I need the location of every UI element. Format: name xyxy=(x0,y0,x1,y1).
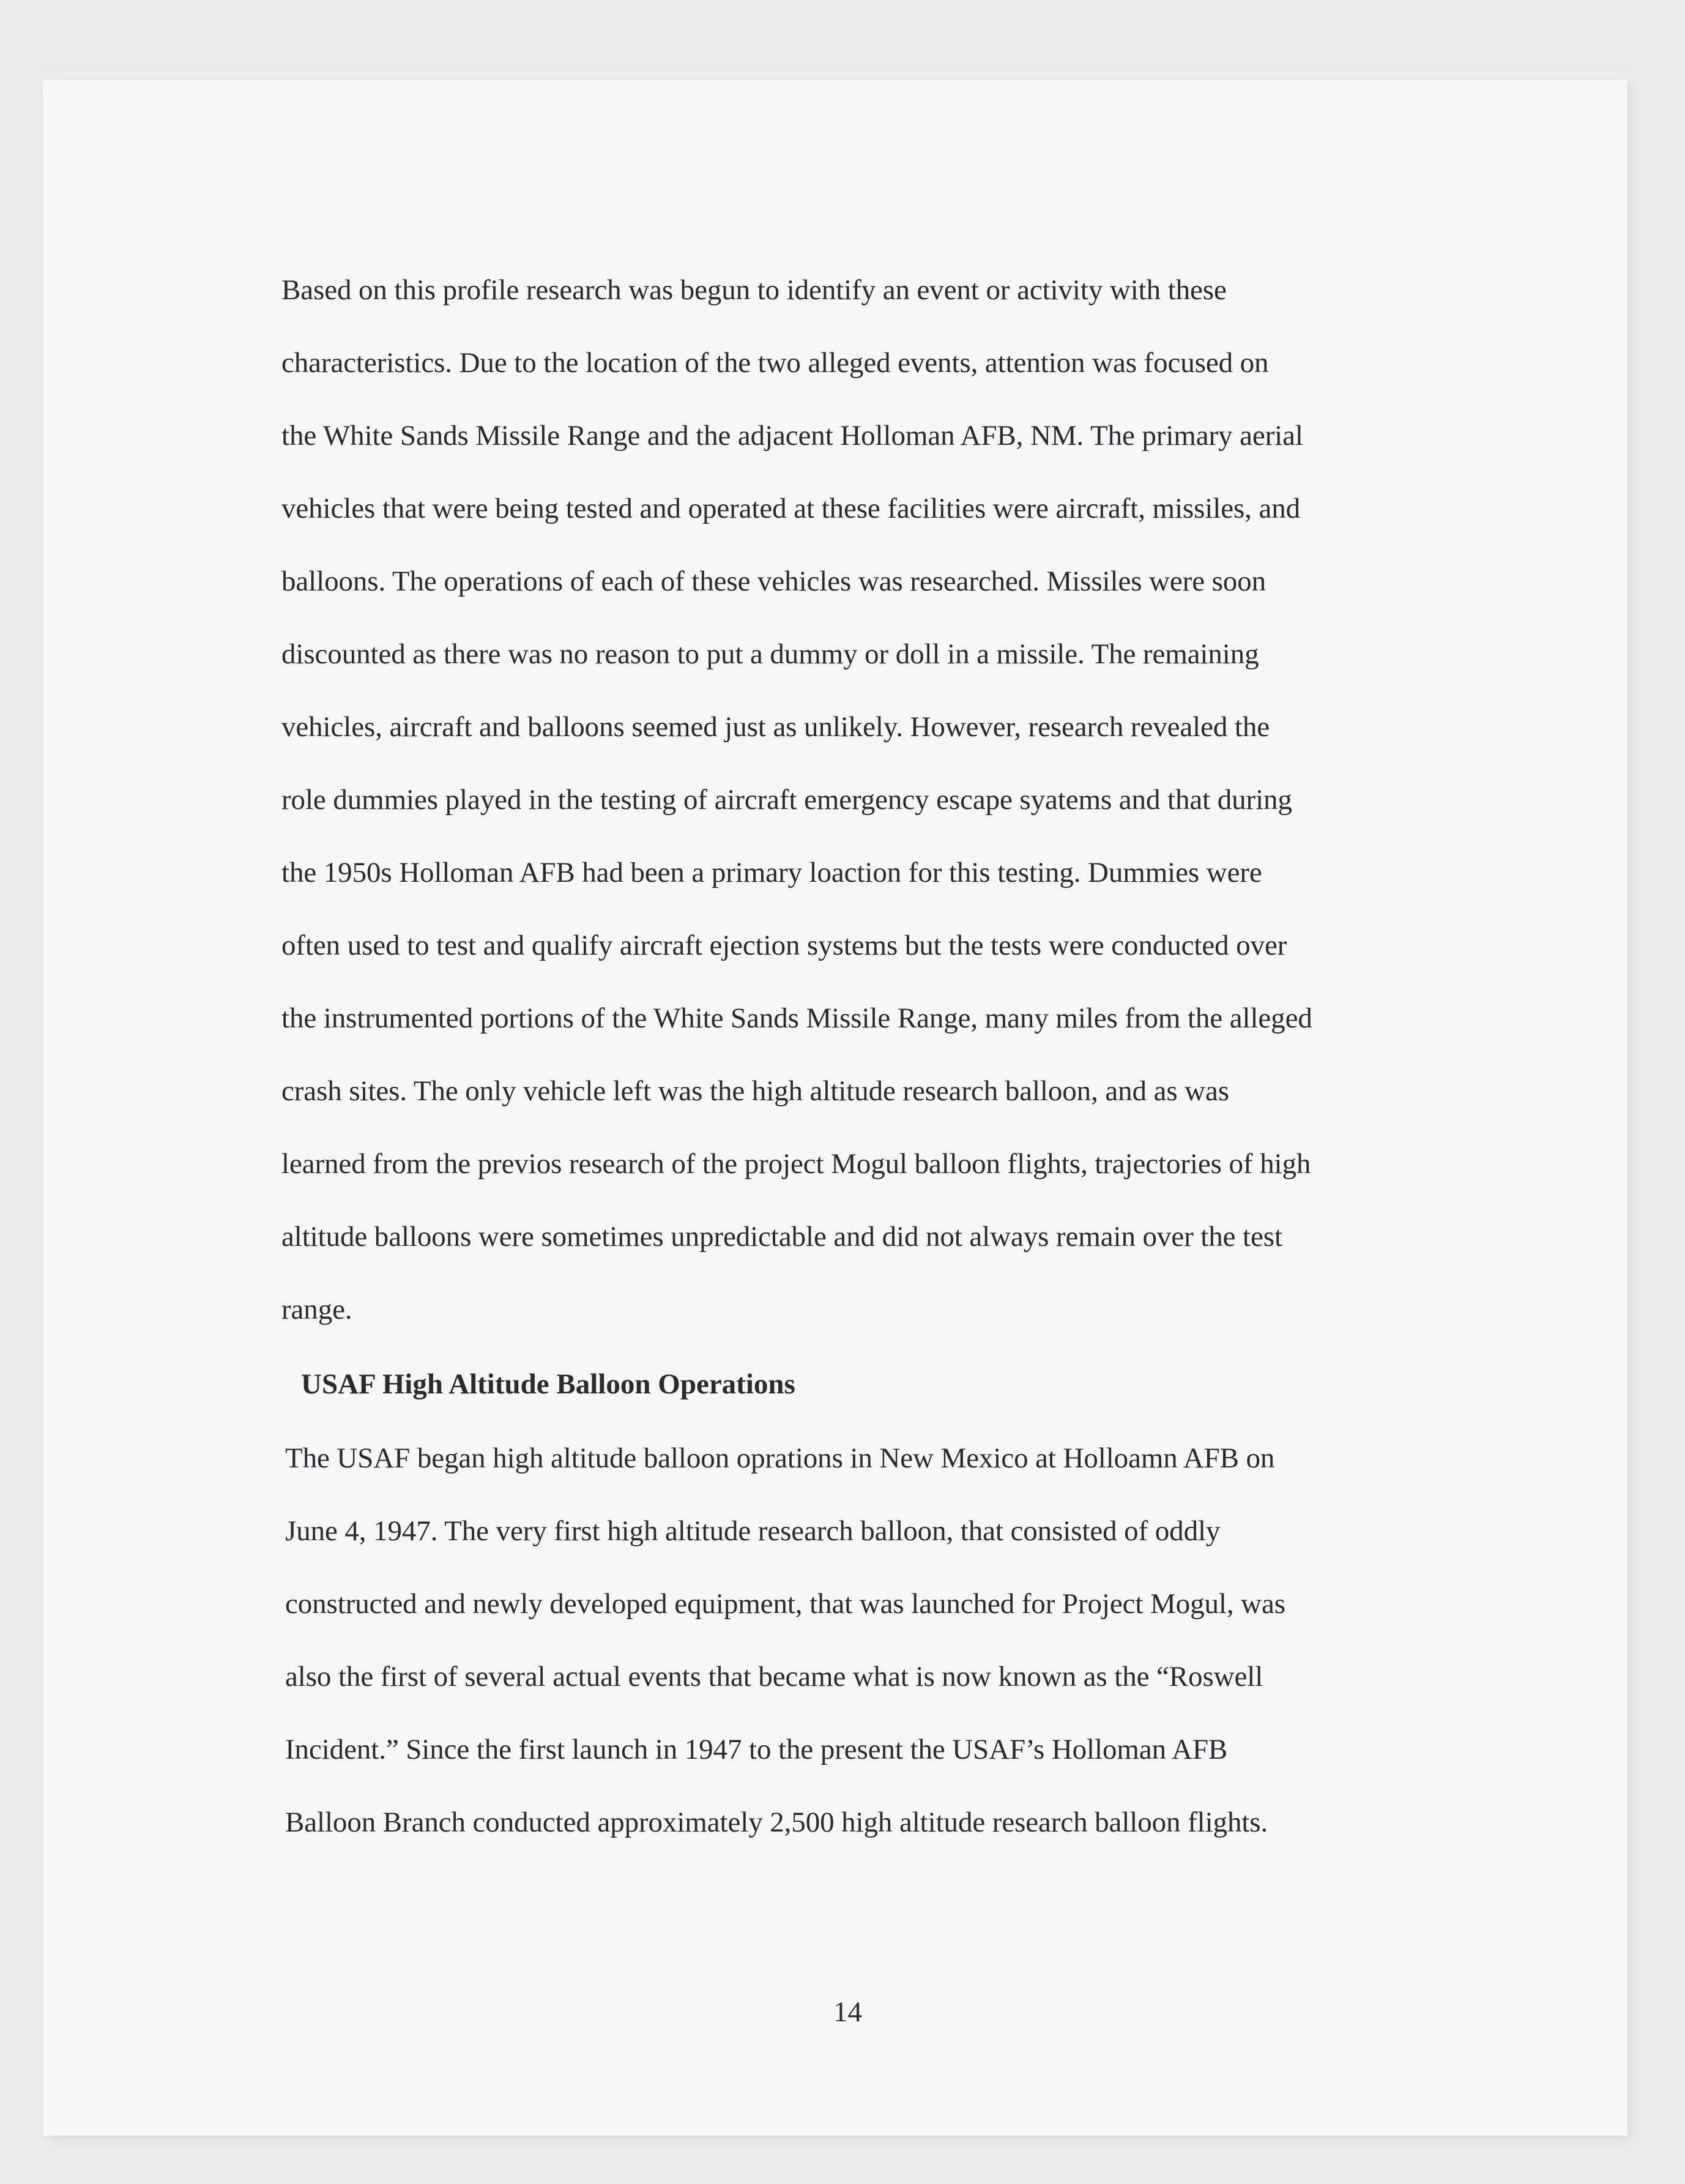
paragraph-line: constructed and newly developed equipment, that was launched for Project Mogul, was xyxy=(285,1588,1285,1620)
paragraph-line: vehicles that were being tested and operated at these facilities were aircraft, missiles, and xyxy=(281,493,1301,524)
paragraph-line: the White Sands Missile Range and the adjacent Holloman AFB, NM. The primary aerial xyxy=(281,420,1303,452)
paragraph-line: altitude balloons were sometimes unpredictable and did not always remain over the test xyxy=(281,1221,1282,1253)
paragraph-line: role dummies played in the testing of aircraft emergency escape syatems and that during xyxy=(281,784,1292,816)
page-number: 14 xyxy=(833,1996,862,2028)
paragraph-line: learned from the previos research of the project Mogul balloon flights, trajectories of high xyxy=(281,1148,1311,1180)
paragraph-line: vehicles, aircraft and balloons seemed just as unlikely. However, research revealed the xyxy=(281,711,1270,743)
paragraph-line: Balloon Branch conducted approximately 2,500 high altitude research balloon flights. xyxy=(285,1806,1268,1838)
paragraph-line: Incident.” Since the first launch in 1947 to the present the USAF’s Holloman AFB xyxy=(285,1734,1228,1765)
section-heading: USAF High Altitude Balloon Operations xyxy=(301,1368,795,1400)
paragraph-line: also the first of several actual events that became what is now known as the “Roswell xyxy=(285,1661,1263,1693)
paragraph-line: range. xyxy=(281,1294,352,1325)
paragraph-line: discounted as there was no reason to put a dummy or doll in a missile. The remaining xyxy=(281,638,1259,670)
paragraph-line: balloons. The operations of each of these vehicles was researched. Missiles were soon xyxy=(281,565,1267,597)
paragraph-line: crash sites. The only vehicle left was the high altitude research balloon, and as was xyxy=(281,1075,1229,1107)
paragraph-line: Based on this profile research was begun to identify an event or activity with these xyxy=(281,274,1227,306)
paragraph-line: the 1950s Holloman AFB had been a primary loaction for this testing. Dummies were xyxy=(281,857,1262,889)
paragraph-line: often used to test and qualify aircraft ejection systems but the tests were conducted over xyxy=(281,930,1287,961)
paragraph-line: characteristics. Due to the location of the two alleged events, attention was focused on xyxy=(281,347,1269,379)
paragraph-line: the instrumented portions of the White Sands Missile Range, many miles from the alleged xyxy=(281,1002,1312,1034)
paragraph-line: The USAF began high altitude balloon oprations in New Mexico at Holloamn AFB on xyxy=(285,1442,1275,1474)
paragraph-line: June 4, 1947. The very first high altitude research balloon, that consisted of oddly xyxy=(285,1515,1221,1547)
